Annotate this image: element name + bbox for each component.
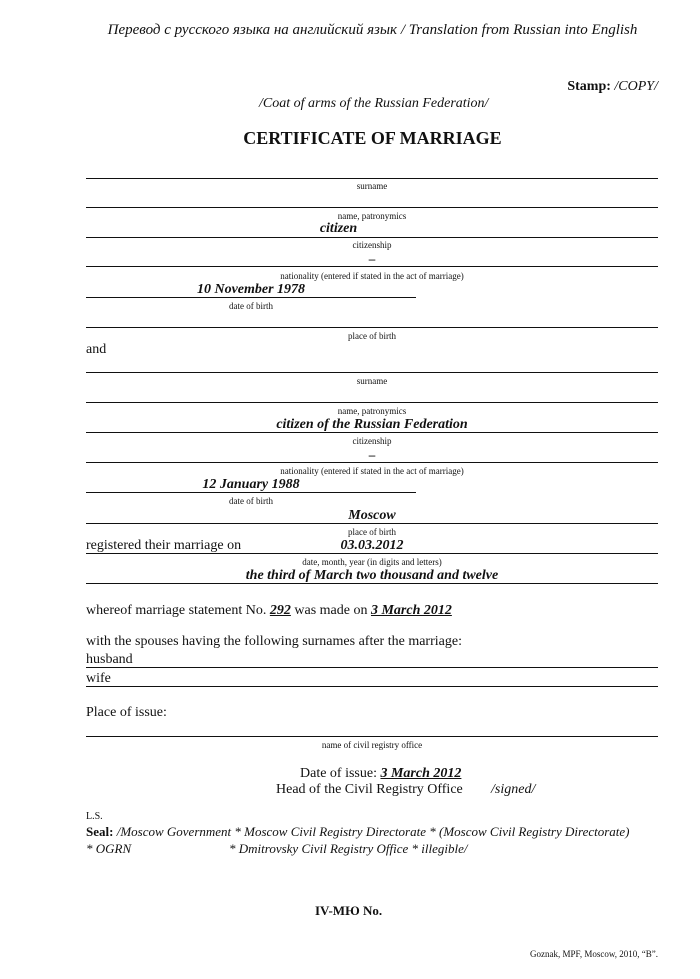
marriage-statement [86, 603, 452, 619]
seal-label: Seal: [86, 824, 114, 839]
date-of-birth-value-1: 10 November 1978 [196, 282, 306, 297]
office-name-label: name of civil registry office [321, 740, 423, 750]
registration-words-line [86, 583, 658, 584]
date-of-birth-label-1: date of birth [229, 301, 273, 311]
stamp-note [567, 79, 658, 95]
nationality-line-1 [86, 266, 658, 267]
coat-of-arms-note: /Coat of arms of the Russian Federation/ [259, 96, 489, 111]
registration-label: registered their marriage on [86, 538, 242, 553]
statement-number: 292 [269, 603, 291, 618]
nationality-value-2: – [368, 447, 376, 462]
citizenship-line-1 [86, 237, 658, 238]
nationality-label-1: nationality (entered if stated in the act of marriage) [280, 271, 464, 281]
name-line-1 [86, 207, 658, 208]
place-of-birth-label-2: place of birth [348, 527, 396, 537]
date-of-birth-line-2 [86, 492, 416, 493]
surname-label-1: surname [356, 181, 388, 191]
citizenship-label-2: citizenship [352, 436, 392, 446]
date-of-issue-label: Date of issue: [300, 766, 377, 781]
signed-note: /signed/ [491, 782, 536, 797]
date-of-birth-value-2: 12 January 1988 [202, 477, 300, 492]
place-of-issue-label: Place of issue: [86, 705, 167, 720]
nationality-label-2: nationality (entered if stated in the act of marriage) [280, 466, 464, 476]
statement-prefix: whereof marriage statement No. [86, 603, 267, 618]
seal-text-1: /Moscow Government * Moscow Civil Registry Directorate * (Moscow Civil Registry Directorate) [116, 824, 630, 839]
citizenship-value-1: citizen [319, 221, 358, 236]
place-of-birth-label-1: place of birth [348, 331, 396, 341]
surname-line-2 [86, 372, 658, 373]
date-month-year-label: date, month, year (in digits and letters) [302, 557, 442, 567]
registration-date-words: the third of March two thousand and twelve [245, 568, 499, 583]
form-number: IV-МЮ No. [315, 903, 383, 918]
date-of-issue [300, 766, 461, 782]
surname-label-2: surname [356, 376, 388, 386]
nationality-line-2 [86, 462, 658, 463]
head-of-office-label: Head of the Civil Registry Office [276, 782, 463, 797]
wife-line [86, 686, 658, 687]
office-name-line [86, 736, 658, 737]
husband-line [86, 667, 658, 668]
registration-date-line [86, 553, 658, 554]
surname-line-1 [86, 178, 658, 179]
place-of-birth-value-2: Moscow [348, 508, 396, 523]
date-of-issue-value: 3 March 2012 [380, 766, 462, 781]
name-label-1: name, patronymics [337, 211, 407, 221]
and-text: and [86, 342, 107, 357]
seal-ogrn: * OGRN [86, 841, 132, 856]
husband-label: husband [86, 652, 133, 667]
nationality-value-1: – [368, 251, 376, 266]
statement-date: 3 March 2012 [370, 603, 452, 618]
page-title: CERTIFICATE OF MARRIAGE [243, 128, 502, 148]
citizenship-line-2 [86, 432, 658, 433]
name-line-2 [86, 402, 658, 403]
place-of-birth-line-1 [86, 327, 658, 328]
printer-note: Goznak, MPF, Moscow, 2010, “B”. [530, 949, 658, 959]
citizenship-value-2: citizen of the Russian Federation [276, 417, 468, 432]
place-of-birth-line-2 [86, 523, 658, 524]
seal-line-1 [86, 824, 630, 840]
wife-label: wife [86, 671, 111, 686]
seal-text-2: * Dmitrovsky Civil Registry Office * illegible/ [229, 841, 468, 856]
registration-date-digits: 03.03.2012 [340, 538, 404, 553]
date-of-birth-line-1 [86, 297, 416, 298]
ls-mark: L.S. [86, 811, 103, 822]
citizenship-label-1: citizenship [352, 240, 392, 250]
translation-note: Перевод с русского языка на английский язык / Translation from Russian into English [107, 22, 638, 38]
stamp-label: Stamp: [567, 79, 611, 94]
surnames-intro: with the spouses having the following surnames after the marriage: [86, 634, 462, 649]
stamp-value: /COPY/ [614, 79, 658, 94]
date-of-birth-label-2: date of birth [229, 496, 273, 506]
statement-middle: was made on [294, 603, 368, 618]
name-label-2: name, patronymics [337, 406, 407, 416]
